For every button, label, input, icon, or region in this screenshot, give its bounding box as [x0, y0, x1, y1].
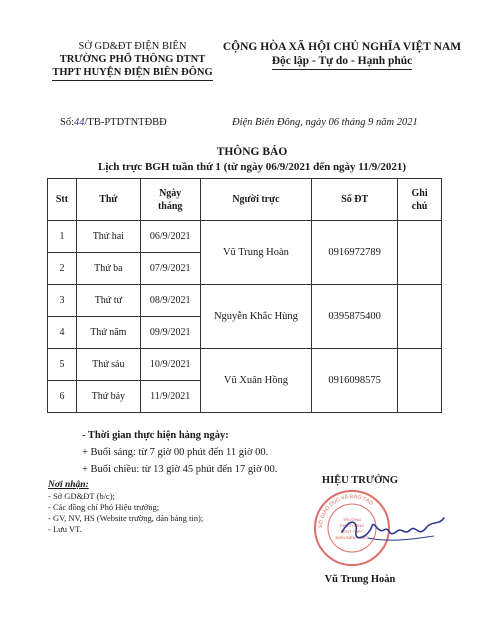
signer-title: HIỆU TRƯỞNG — [321, 475, 399, 486]
cell-ghi-chu — [398, 285, 442, 349]
working-hours — [82, 427, 277, 478]
cell-thu: Thứ sáu — [76, 349, 140, 381]
recipients — [48, 480, 203, 535]
cell-ngay: 10/9/2021 — [140, 349, 200, 381]
cell-stt: 6 — [48, 381, 77, 413]
duty-schedule-table — [47, 178, 442, 413]
working-hours-afternoon: + Buổi chiều: từ 13 giờ 45 phút đến 17 giờ 00. — [82, 464, 278, 475]
national-header — [222, 40, 462, 70]
cell-stt: 2 — [48, 253, 77, 285]
place-date: Điện Biên Đông, ngày 06 tháng 9 năm 2021 — [232, 117, 418, 128]
cell-so-dt: 0916098575 — [312, 349, 398, 413]
header-ghi-chu-line1: Ghi — [411, 187, 428, 199]
document-number — [60, 117, 167, 128]
document-title: THÔNG BÁO — [216, 146, 288, 158]
svg-text:TRƯỜNG: TRƯỜNG — [342, 517, 362, 522]
agency-line-1: SỞ GD&ĐT ĐIỆN BIÊN — [78, 41, 187, 52]
header-ngay-line1: Ngày — [159, 187, 182, 199]
cell-thu: Thứ tư — [76, 285, 140, 317]
cell-ngay: 08/9/2021 — [140, 285, 200, 317]
national-motto: CỘNG HÒA XÃ HỘI CHỦ NGHĨA VIỆT NAM — [222, 41, 462, 53]
header-thu: Thứ — [76, 179, 140, 221]
recipient-item: - Các đồng chí Phó Hiệu trưởng; — [48, 502, 160, 512]
cell-thu: Thứ ba — [76, 253, 140, 285]
svg-text:DTNT THPT: DTNT THPT — [340, 529, 364, 534]
cell-ngay: 11/9/2021 — [140, 381, 200, 413]
document-number-suffix: /TB-PTDTNTĐBĐ — [84, 117, 167, 128]
national-slogan: Độc lập - Tự do - Hạnh phúc — [272, 54, 413, 70]
agency-header — [40, 40, 225, 81]
cell-ngay: 06/9/2021 — [140, 221, 200, 253]
national-slogan-wrap — [222, 54, 462, 70]
header-so-dt: Số ĐT — [312, 179, 398, 221]
cell-stt: 3 — [48, 285, 77, 317]
document-number-handwritten: 44 — [74, 117, 85, 128]
agency-line-3: THPT HUYỆN ĐIỆN BIÊN ĐÔNG — [52, 66, 212, 81]
cell-stt: 1 — [48, 221, 77, 253]
document-number-prefix: Số: — [60, 117, 75, 128]
header-ghi-chu — [398, 179, 442, 221]
svg-text:PHỔ THÔNG: PHỔ THÔNG — [339, 523, 365, 528]
recipient-item: - Lưu VT. — [48, 524, 82, 534]
cell-so-dt: 0395875400 — [312, 285, 398, 349]
agency-line-2: TRƯỜNG PHỔ THÔNG DTNT — [59, 54, 206, 65]
cell-stt: 5 — [48, 349, 77, 381]
table-row — [48, 221, 442, 253]
recipient-item: - Sở GD&ĐT (b/c); — [48, 491, 115, 501]
cell-thu: Thứ bảy — [76, 381, 140, 413]
cell-thu: Thứ năm — [76, 317, 140, 349]
working-hours-morning: + Buổi sáng: từ 7 giờ 00 phút đến 11 giờ 00. — [82, 447, 269, 458]
recipients-label: Nơi nhận: — [48, 480, 89, 490]
cell-ghi-chu — [398, 221, 442, 285]
header-nguoi-truc: Người trực — [200, 179, 312, 221]
cell-ngay: 09/9/2021 — [140, 317, 200, 349]
seal-outer-text: SỞ GIÁO DỤC VÀ ĐÀO TẠO — [317, 493, 374, 529]
table-row — [48, 349, 442, 381]
header-ghi-chu-line2: chú — [411, 200, 428, 212]
document-subtitle: Lịch trực BGH tuần thứ 1 (từ ngày 06/9/2021 đến ngày 11/9/2021) — [98, 161, 406, 173]
cell-stt: 4 — [48, 317, 77, 349]
cell-thu: Thứ hai — [76, 221, 140, 253]
header-stt: Stt — [48, 179, 77, 221]
agency-line-3-wrap — [40, 66, 225, 81]
table-header-row — [48, 179, 442, 221]
header-ngay-line2: tháng — [157, 200, 183, 212]
table-row — [48, 285, 442, 317]
cell-nguoi-truc: Nguyễn Khắc Hùng — [200, 285, 312, 349]
signer-name: Vũ Trung Hoàn — [324, 574, 396, 585]
cell-ghi-chu — [398, 349, 442, 413]
recipient-item: - GV, NV, HS (Website trường, dán bảng tin); — [48, 513, 204, 523]
cell-nguoi-truc: Vũ Xuân Hồng — [200, 349, 312, 413]
cell-so-dt: 0916972789 — [312, 221, 398, 285]
header-ngay — [140, 179, 200, 221]
svg-text:ĐIỆN BIÊN ĐÔNG: ĐIỆN BIÊN ĐÔNG — [335, 535, 369, 540]
working-hours-title: - Thời gian thực hiện hàng ngày: — [82, 430, 229, 441]
cell-ngay: 07/9/2021 — [140, 253, 200, 285]
cell-nguoi-truc: Vũ Trung Hoàn — [200, 221, 312, 285]
handwritten-signature — [338, 508, 448, 548]
